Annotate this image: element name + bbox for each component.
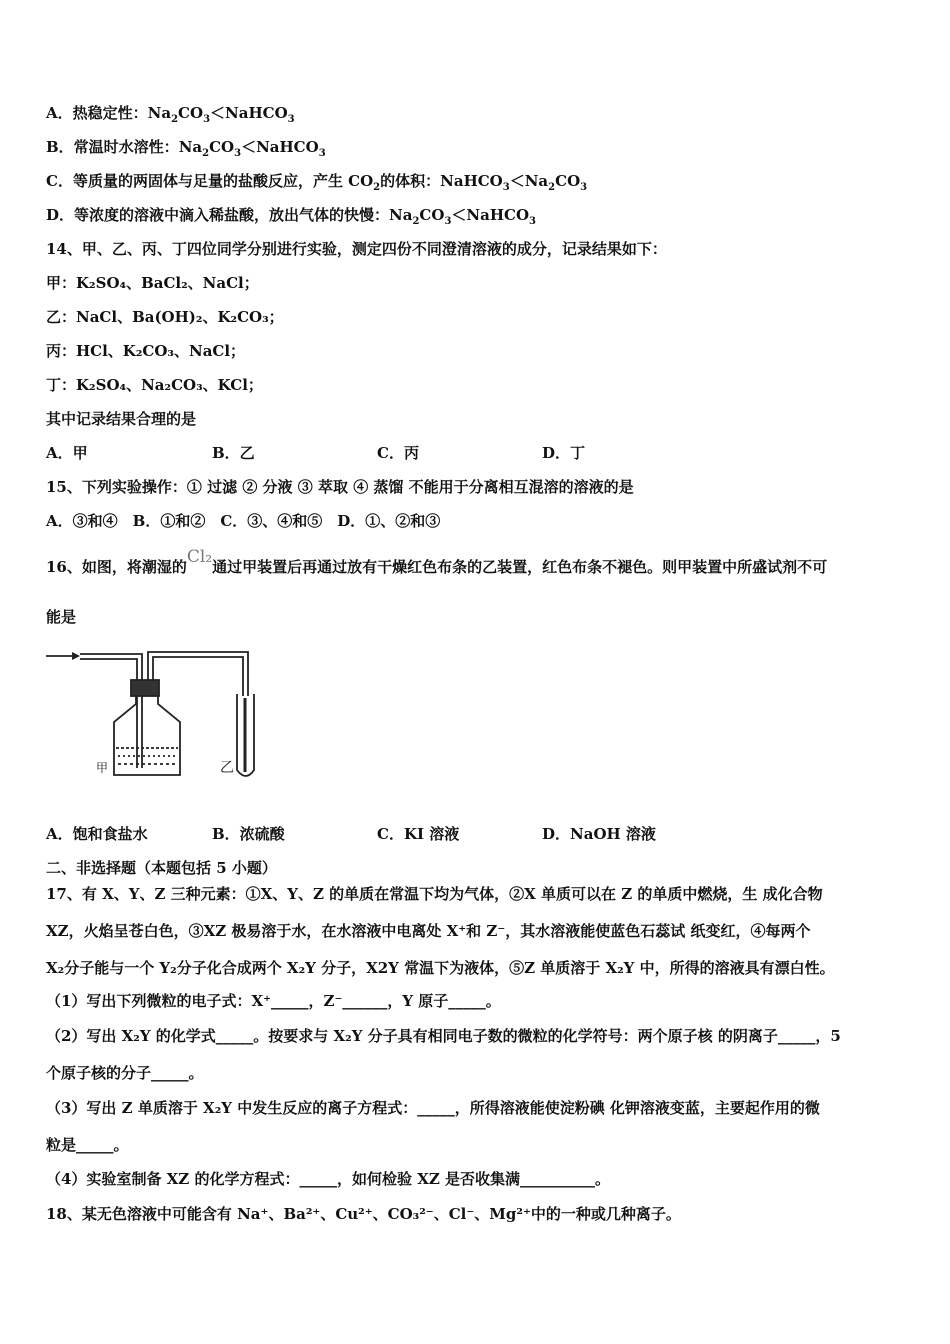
q17-line2: XZ，火焰呈苍白色，③XZ 极易溶于水，在水溶液中电离处 X⁺和 Z⁻，其水溶液能使蓝色石蕊试 纸变红，④每两个	[46, 922, 811, 940]
q15-options: A．③和④ B．①和② C．③、④和⑤ D．①、②和③	[46, 512, 441, 530]
q13-option-c: C．等质量的两固体与足量的盐酸反应，产生 $CO_2$的体积：$NaHCO_3<Na_2CO_3$	[46, 172, 588, 193]
q17-sub3-line2: 粒是_____。	[46, 1136, 129, 1154]
label-jia: 甲	[96, 761, 109, 775]
q17-sub2-line2: 个原子核的分子_____。	[46, 1064, 204, 1082]
q15-stem: 15、下列实验操作：① 过滤 ② 分液 ③ 萃取 ④ 蒸馏 不能用于分离相互混溶的溶液的是	[46, 478, 634, 496]
label-yi: 乙	[220, 760, 234, 776]
q17-sub2-line1: （2）写出 X₂Y 的化学式_____。按要求与 X₂Y 分子具有相同电子数的微粒的化学符号：两个原子核 的阴离子_____，5	[46, 1027, 841, 1045]
chlorine-formula: Cl₂	[186, 547, 213, 567]
q17-sub1: （1）写出下列微粒的电子式：X⁺_____，Z⁻______，Y 原子_____。	[46, 992, 501, 1010]
q13-option-b: B．常温时水溶性：$Na_2CO_3<NaHCO_3$	[46, 138, 326, 159]
q13-option-a: A．热稳定性：$Na_2CO_3<NaHCO_3$	[46, 104, 295, 125]
q14-stem: 14、甲、乙、丙、丁四位同学分别进行实验，测定四份不同澄清溶液的成分，记录结果如下：	[46, 240, 667, 258]
q14-record-yi: 乙：NaCl、Ba(OH)₂、K₂CO₃；	[46, 308, 284, 326]
q17-sub3-line1: （3）写出 Z 单质溶于 X₂Y 中发生反应的离子方程式：_____，所得溶液能使淀粉碘 化钾溶液变蓝，主要起作用的微	[46, 1099, 820, 1117]
q14-option-d: D．丁	[542, 444, 586, 462]
q16-option-d: D．NaOH 溶液	[542, 825, 656, 843]
q16-option-a: A．饱和食盐水	[46, 825, 148, 843]
q13-option-d: D．等浓度的溶液中滴入稀盐酸，放出气体的快慢：$Na_2CO_3<NaHCO_3$	[46, 206, 536, 227]
q14-record-jia: 甲：K₂SO₄、BaCl₂、NaCl；	[46, 274, 259, 292]
q17-line1: 17、有 X、Y、Z 三种元素：①X、Y、Z 的单质在常温下均为气体，②X 单质可以在 Z 的单质中燃烧，生 成化合物	[46, 885, 823, 903]
apparatus-diagram	[44, 640, 296, 790]
section-heading: 二、非选择题（本题包括 5 小题）	[46, 859, 277, 877]
q16-stem: 16、如图，将潮湿的Cl₂通过甲装置后再通过放有干燥红色布条的乙装置，红色布条不褪色。则甲装置中所盛试剂不可	[46, 547, 828, 576]
q16-option-c: C．KI 溶液	[377, 825, 460, 843]
q14-record-ding: 丁：K₂SO₄、Na₂CO₃、KCl；	[46, 376, 263, 394]
q14-option-b: B．乙	[212, 444, 255, 462]
q17-line3: X₂分子能与一个 Y₂分子化合成两个 X₂Y 分子，X2Y 常温下为液体，⑤Z 单质溶于 X₂Y 中，所得的溶液具有漂白性。	[46, 959, 835, 977]
q14-option-c: C．丙	[377, 444, 419, 462]
q16-option-b: B．浓硫酸	[212, 825, 285, 843]
q16-stem-line2: 能是	[46, 608, 77, 626]
q14-record-bing: 丙：HCl、K₂CO₃、NaCl；	[46, 342, 246, 360]
q14-question: 其中记录结果合理的是	[46, 410, 197, 428]
q18-stem: 18、某无色溶液中可能含有 Na⁺、Ba²⁺、Cu²⁺、CO₃²⁻、Cl⁻、Mg²⁺中的一种或几种离子。	[46, 1205, 681, 1223]
q17-sub4: （4）实验室制备 XZ 的化学方程式：_____，如何检验 XZ 是否收集满__________。	[46, 1170, 611, 1188]
q14-option-a: A．甲	[46, 444, 88, 462]
